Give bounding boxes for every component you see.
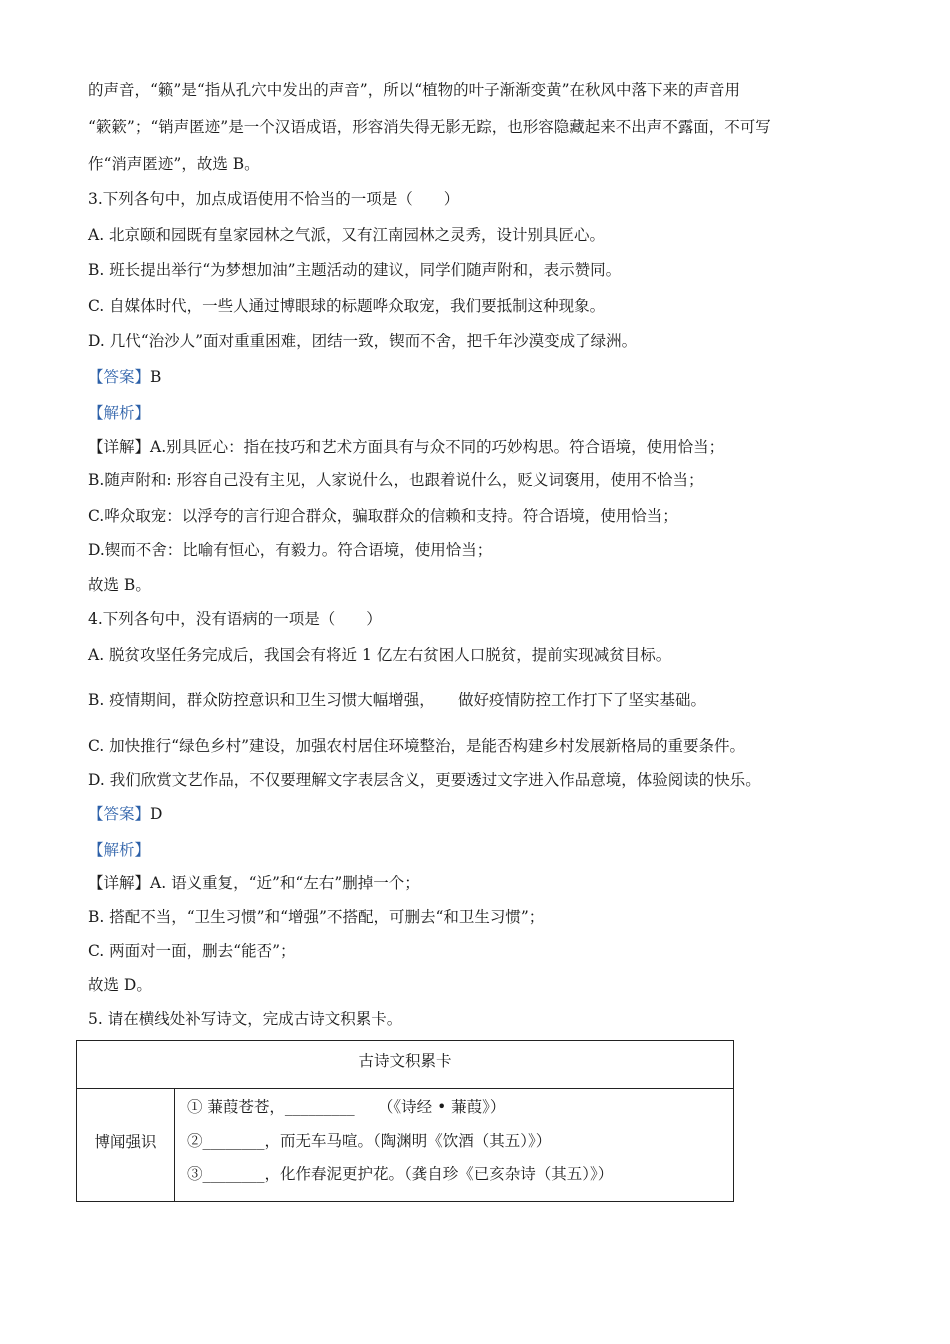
question-3-detail-b: B.随声附和: 形容自己没有主见，人家说什么，也跟着说什么，贬义词褒用，使用不恰当； [88,471,704,489]
answer-value: B [150,368,162,386]
analysis-label: 【解析】 [88,841,151,859]
card-title: 古诗文积累卡 [77,1041,733,1089]
question-4-option-c: C. 加快推行“绿色乡村”建设，加强农村居住环境整治，是能否构建乡村发展新格局的重要条件。 [88,737,746,755]
explanation-line: 作“消声匿迹”，故选 B。 [88,155,260,173]
poetry-card [76,1040,734,1202]
detail-text: A.别具匠心：指在技巧和艺术方面具有与众不同的巧妙构思。符合语境，使用恰当； [150,438,725,456]
card-item: ③________，化作春泥更护花。（龚自珍《已亥杂诗（其五）》） [187,1165,614,1183]
question-4-stem: 4.下列各句中，没有语病的一项是（ ） [88,610,382,628]
question-3-option-a: A. 北京颐和园既有皇家园林之气派，又有江南园林之灵秀，设计别具匠心。 [88,226,606,244]
question-3-answer [88,367,161,387]
question-3-option-c: C. 自媒体时代，一些人通过博眼球的标题哗众取宠，我们要抵制这种现象。 [88,297,606,315]
explanation-line: “簌簌”；“销声匿迹”是一个汉语成语，形容消失得无影无踪，也形容隐藏起来不出声不露面，不可写 [88,118,771,136]
question-3-stem: 3.下列各句中，加点成语使用不恰当的一项是（ ） [88,190,460,208]
question-4-detail-c: C. 两面对一面，删去“能否”； [88,942,296,960]
question-3-detail-d: D.锲而不舍：比喻有恒心，有毅力。符合语境，使用恰当； [88,541,493,559]
question-4-answer [88,804,162,824]
question-3-conclusion: 故选 B。 [88,576,151,594]
question-3-option-d: D. 几代“治沙人”面对重重困难，团结一致，锲而不舍，把千年沙漠变成了绿洲。 [88,332,638,350]
answer-label: 【答案】 [88,805,151,823]
detail-text: A. 语义重复，“近”和“左右”删掉一个； [150,874,420,892]
question-3-option-b: B. 班长提出举行“为梦想加油”主题活动的建议，同学们随声附和，表示赞同。 [88,261,622,279]
question-4-conclusion: 故选 D。 [88,976,152,994]
detail-label: 【详解】 [88,438,151,456]
answer-value: D [150,805,163,823]
answer-label: 【答案】 [88,368,151,386]
card-item: ① 蒹葭苍苍，_________ （《诗经 • 蒹葭》） [187,1098,506,1116]
question-4-option-b: B. 疫情期间，群众防控意识和卫生习惯大幅增强， 做好疫情防控工作打下了坚实基础。 [88,691,706,709]
question-5-stem: 5. 请在横线处补写诗文，完成古诗文积累卡。 [88,1010,403,1028]
card-item: ②________，而无车马喧。（陶渊明《饮酒（其五）》） [187,1132,552,1150]
question-4-option-a: A. 脱贫攻坚任务完成后，我国会有将近 1 亿左右贫困人口脱贫，提前实现减贫目标。 [88,646,672,664]
question-4-detail-a [88,873,420,893]
question-4-detail-b: B. 搭配不当，“卫生习惯”和“增强”不搭配，可删去“和卫生习惯”； [88,908,545,926]
question-3-detail-c: C.哗众取宠：以浮夸的言行迎合群众，骗取群众的信赖和支持。符合语境，使用恰当； [88,507,678,525]
analysis-label: 【解析】 [88,404,151,422]
question-3-detail-a [88,437,724,457]
question-4-option-d: D. 我们欣赏文艺作品，不仅要理解文字表层含义，更要透过文字进入作品意境，体验阅读的快乐。 [88,771,761,789]
explanation-line: 的声音，“籁”是“指从孔穴中发出的声音”，所以“植物的叶子渐渐变黄”在秋风中落下来的声音用 [88,81,741,99]
detail-label: 【详解】 [88,874,151,892]
card-label: 博闻强识 [77,1089,175,1201]
